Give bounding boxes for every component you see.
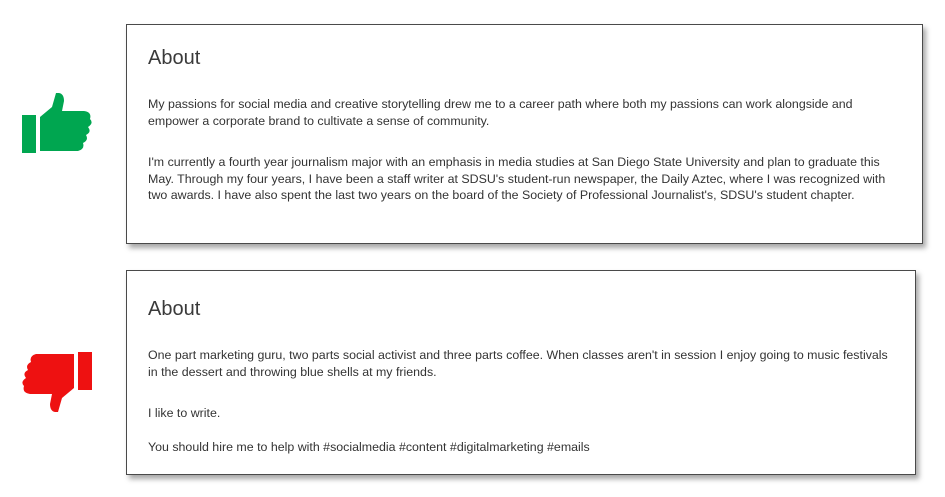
about-paragraph: My passions for social media and creative storytelling drew me to a career path where both my passions can work alongside and empower a corporate brand to cultivate a sense of community.	[148, 97, 853, 128]
bad-about-card	[126, 270, 916, 475]
about-heading: About	[148, 47, 201, 69]
about-paragraph: One part marketing guru, two parts social activist and three parts coffee. When classes aren't in session I enjoy going to music festivals in the dessert and throwing blue shells at my friends.	[148, 348, 888, 379]
about-paragraph: I like to write.	[148, 406, 221, 420]
thumbs-up-icon	[22, 93, 92, 155]
about-paragraph: You should hire me to help with #socialmedia #content #digitalmarketing #emails	[148, 440, 590, 454]
about-paragraph: I'm currently a fourth year journalism major with an emphasis in media studies at San Diego State University and plan to graduate this May. Through my four years, I have been a staff writer at SDSU's student-run newspaper, the Daily Aztec, where I was recognized with two awards. I have also spent the last two years on the board of the Society of Professional Journalist's, SDSU's student chapter.	[148, 155, 886, 202]
good-about-card	[126, 24, 923, 244]
about-heading: About	[148, 298, 201, 320]
thumbs-down-icon	[22, 350, 92, 412]
